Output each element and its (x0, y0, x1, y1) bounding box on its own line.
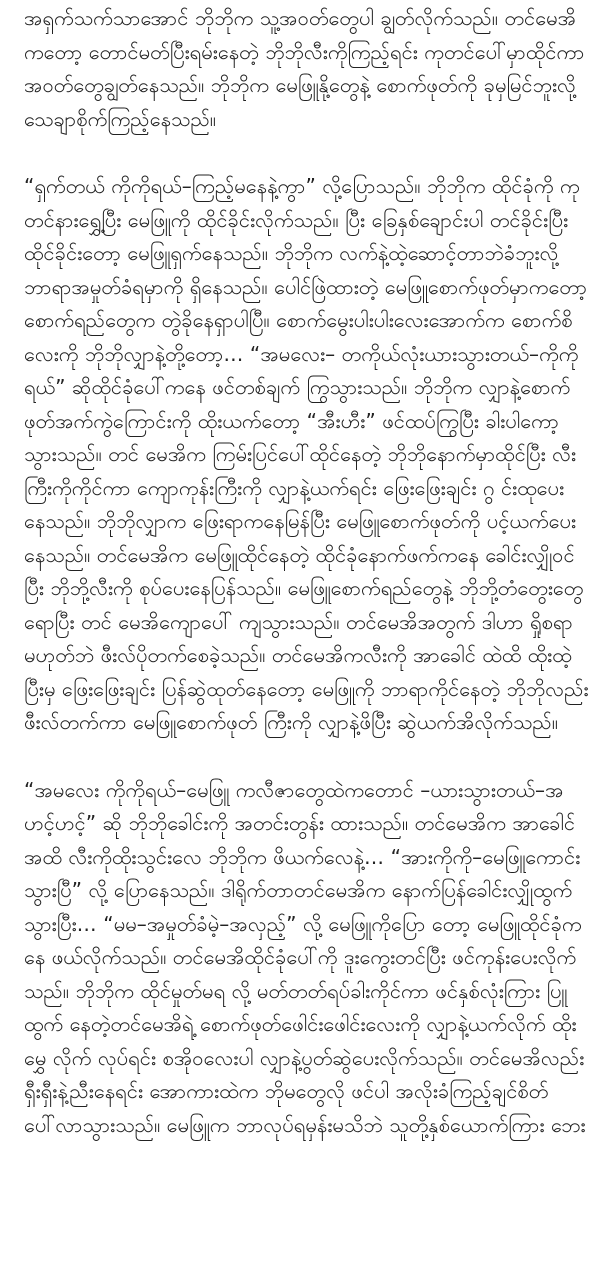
paragraph-3: “အမလေး ကိုကိုရယ်–မေဖြူ ကလီဇာတွေထဲကတောင် –ယားသွားတယ်–အဟင့်ဟင့်” ဆို ဘိုဘိုခေါင်းကို အတင်းတွန်း ထားသည်။ တင်မေအိက အာခေါင်အထိ လီးကိုထိုးသွင်းလေ ဘိုဘိုက ဖိယက်လေနဲ့… “အားကိုကို–မေဖြူကောင်းသွားပြီ” လို့ ပြောနေသည်။ ဒါရိုက်တာတင်မေအိက နောက်ပြန်ခေါင်းလျှိုထွက်သွားပြီး… “မမ–အမှုတ်ခံမဲ့–အလှည့်” လို့ မေဖြူကိုပြော တော့ မေဖြူထိုင်ခုံကနေ ဖယ်လိုက်သည်။ တင်မေအိထိုင်ခုံပေါ်ကို ဒူးကွေးတင်ပြီး ဖင်ကုန်းပေးလိုက်သည်။ ဘိုဘိုက ထိုင်မှုတ်မရ လို့ မတ်တတ်ရပ်ခါးကိုင်ကာ ဖင်နှစ်လုံးကြား ပြူထွက် နေတဲ့တင်မေအိရဲ့ စောက်ဖုတ်ဖေါင်းဖေါင်းလေးကို လျှာနဲ့ယက်လိုက် ထိုးမွှေ လိုက် လုပ်ရင်း စအိုဝလေးပါ လျှာနဲ့ပွတ်ဆွဲပေးလိုက်သည်။ တင်မေအိလည်း ရှီးရှီးနဲ့ညီးနေရင်း အောကားထဲက ဘိုမတွေလို ဖင်ပါ အလိုးခံကြည့်ချင်စိတ်ပေါ်လာသွားသည်။ မေဖြူက ဘာလုပ်ရမှန်းမသိဘဲ သူတို့နှစ်ယောက်ကြား ဘေး (24, 777, 586, 1137)
paragraph-1: အရှက်သက်သာအောင် ဘိုဘိုက သူ့အဝတ်တွေပါ ချွတ်လိုက်သည်။ တင်မေအိ ကတော့ တောင်မတ်ပြီးရမ်းနေတဲ့ ဘိုဘိုလီးကိုကြည့်ရင်း ကုတင်ပေါ်မှာထိုင်ကာ အဝတ်တွေချွတ်နေသည်။ ဘိုဘိုက မေဖြူနို့တွေနဲ့ စောက်ဖုတ်ကို ခုမှမြင်ဘူးလို့ သေချာစိုက်ကြည့်နေသည်။ (24, 6, 585, 131)
paragraph-2: “ရှက်တယ် ကိုကိုရယ်–ကြည့်မနေနဲ့ကွာ” လို့ပြောသည်။ ဘိုဘိုက ထိုင်ခုံကို ကုတင်နားရွှေ့ပြီး မေဖြူကို ထိုင်ခိုင်းလိုက်သည်။ ပြီး ခြေနှစ်ချောင်းပါ တင်ခိုင်းပြီး ထိုင်ခိုင်းတော့ မေဖြူရှက်နေသည်။ ဘိုဘိုက လက်နဲ့ထဲ့ဆောင့်တာဘဲခံဘူးလို့ ဘာရာအမှုတ်ခံရမှာကို ရှိနေသည်။ ပေါင်ဖြဲထားတဲ့ မေဖြူစောက်ဖုတ်မှာကတော့ စောက်ရည်တွေက တွဲခိုနေရှာပါပြီ။ စောက်မွေးပါးပါးလေးအောက်က စောက်စိလေးကို ဘိုဘိုလျှာနဲ့တို့တော့… “အမလေး– တကိုယ်လုံးယားသွားတယ်–ကိုကိုရယ်” ဆိုထိုင်ခုံပေါ်ကနေ ဖင်တစ်ချက် ကြွသွားသည်။ ဘိုဘိုက လျှာနဲ့စောက်ဖုတ်အက်ကွဲကြောင်းကို ထိုးယက်တော့ “အီးဟီး” ဖင်ထပ်ကြွပြီး ခါးပါကော့သွားသည်။ တင် မေအိက ကြမ်းပြင်ပေါ်ထိုင်နေတဲ့ ဘိုဘိုနောက်မှာထိုင်ပြီး လီးကြီးကိုကိုင်ကာ ကျောကုန်းကြီးကို လျှာနဲ့ယက်ရင်း ဖြေးဖြေးချင်း ဂွ င်းထုပေးနေသည်။ ဘိုဘိုလျှာက ဖြေးရာကနေမြန်ပြီး မေဖြူစောက်ဖုတ်ကို ပင့်ယက်ပေးနေသည်။ တင်မေအိက မေဖြူထိုင်နေတဲ့ ထိုင်ခုံနောက်ဖက်ကနေ ခေါင်းလျှိုဝင်ပြီး ဘိုဘို့လီးကို စုပ်ပေးနေပြန်သည်။ မေဖြူစောက်ရည်တွေနဲ့ ဘိုဘို့တံတွေးတွေရောပြီး တင် မေအိကျောပေါ် ကျသွားသည်။ တင်မေအိအတွက် ဒါဟာ ရှိုစရာမဟုတ်ဘဲ ဖီးလ်ပိုတက်စေခဲ့သည်။ တင်မေအိကလီးကို အာခေါင် ထဲထိ ထိုးထဲ့ပြီးမှ ဖြေးဖြေးချင်း ပြန်ဆွဲထုတ်နေတော့ မေဖြူကို ဘာရာကိုင်နေတဲ့ ဘိုဘိုလည်း ဖီးလ်တက်ကာ မေဖြူစောက်ဖုတ် ကြီးကို လျှာနဲ့ဖိပြီး ဆွဲယက်အိလိုက်သည်။ (24, 174, 589, 734)
